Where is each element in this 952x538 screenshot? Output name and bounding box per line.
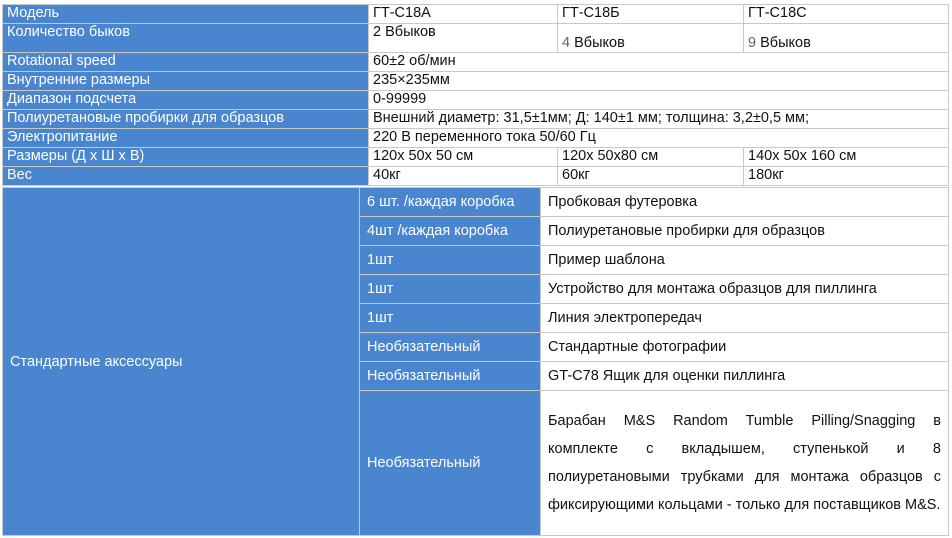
acc-item-description: Барабан M&S Random Tumble Pilling/Snagging в комплекте с вкладышем, ступенькой и 8 полиуретановыми трубками для монтажа образцов с фиксирующими кольцами - только для поставщиков M&S. <box>541 391 949 536</box>
inner-value: 235×235мм <box>369 72 949 91</box>
range-value: 0-99999 <box>369 91 949 110</box>
acc-item: Устройство для монтажа образцов для пиллинга <box>541 275 949 304</box>
weight-label: Вес <box>3 167 369 186</box>
acc-qty: 1шт <box>360 275 541 304</box>
acc-qty: Необязательный <box>360 362 541 391</box>
model-c: ГТ-C18C <box>744 5 949 24</box>
row-model <box>3 5 949 24</box>
spec-table <box>2 4 949 186</box>
acc-qty: 4шт /каждая коробка <box>360 217 541 246</box>
size-c: 140x 50x 160 см <box>744 148 949 167</box>
row-inner <box>3 72 949 91</box>
bulls-c-text: Вбыков <box>756 35 811 51</box>
acc-qty: 6 шт. /каждая коробка <box>360 188 541 217</box>
bulls-b <box>558 24 744 53</box>
acc-row <box>3 188 949 217</box>
acc-item: Линия электропередач <box>541 304 949 333</box>
inner-label: Внутренние размеры <box>3 72 369 91</box>
power-label: Электропитание <box>3 129 369 148</box>
tubes-value: Внешний диаметр: 31,5±1мм; Д: 140±1 мм; толщина: 3,2±0,5 мм; <box>369 110 949 129</box>
acc-qty: Необязательный <box>360 333 541 362</box>
acc-item: Полиуретановые пробирки для образцов <box>541 217 949 246</box>
size-b: 120x 50x80 см <box>558 148 744 167</box>
acc-item: Пример шаблона <box>541 246 949 275</box>
bulls-b-num: 4 <box>562 35 571 51</box>
acc-qty: 1шт <box>360 246 541 275</box>
row-tubes <box>3 110 949 129</box>
bulls-label: Количество быков <box>3 24 369 53</box>
bulls-a: 2 Вбыков <box>369 24 558 53</box>
weight-c: 180кг <box>744 167 949 186</box>
bulls-c-num: 9 <box>748 35 757 51</box>
acc-item: Стандартные фотографии <box>541 333 949 362</box>
size-label: Размеры (Д х Ш х В) <box>3 148 369 167</box>
weight-a: 40кг <box>369 167 558 186</box>
model-b: ГТ-C18Б <box>558 5 744 24</box>
accessories-label: Стандартные аксессуары <box>3 188 360 536</box>
tubes-label: Полиуретановые пробирки для образцов <box>3 110 369 129</box>
acc-item: Пробковая футеровка <box>541 188 949 217</box>
row-size <box>3 148 949 167</box>
model-a: ГТ-C18А <box>369 5 558 24</box>
bulls-c <box>744 24 949 53</box>
acc-item: GT-C78 Ящик для оценки пиллинга <box>541 362 949 391</box>
row-bulls <box>3 24 949 53</box>
row-speed <box>3 53 949 72</box>
size-a: 120x 50x 50 см <box>369 148 558 167</box>
range-label: Диапазон подсчета <box>3 91 369 110</box>
row-weight <box>3 167 949 186</box>
row-power <box>3 129 949 148</box>
speed-label: Rotational speed <box>3 53 369 72</box>
speed-value: 60±2 об/мин <box>369 53 949 72</box>
bulls-b-text: Вбыков <box>570 35 625 51</box>
model-label: Модель <box>3 5 369 24</box>
acc-qty: Необязательный <box>360 391 541 536</box>
row-range <box>3 91 949 110</box>
acc-qty: 1шт <box>360 304 541 333</box>
power-value: 220 В переменного тока 50/60 Гц <box>369 129 949 148</box>
weight-b: 60кг <box>558 167 744 186</box>
accessories-table <box>2 187 949 536</box>
